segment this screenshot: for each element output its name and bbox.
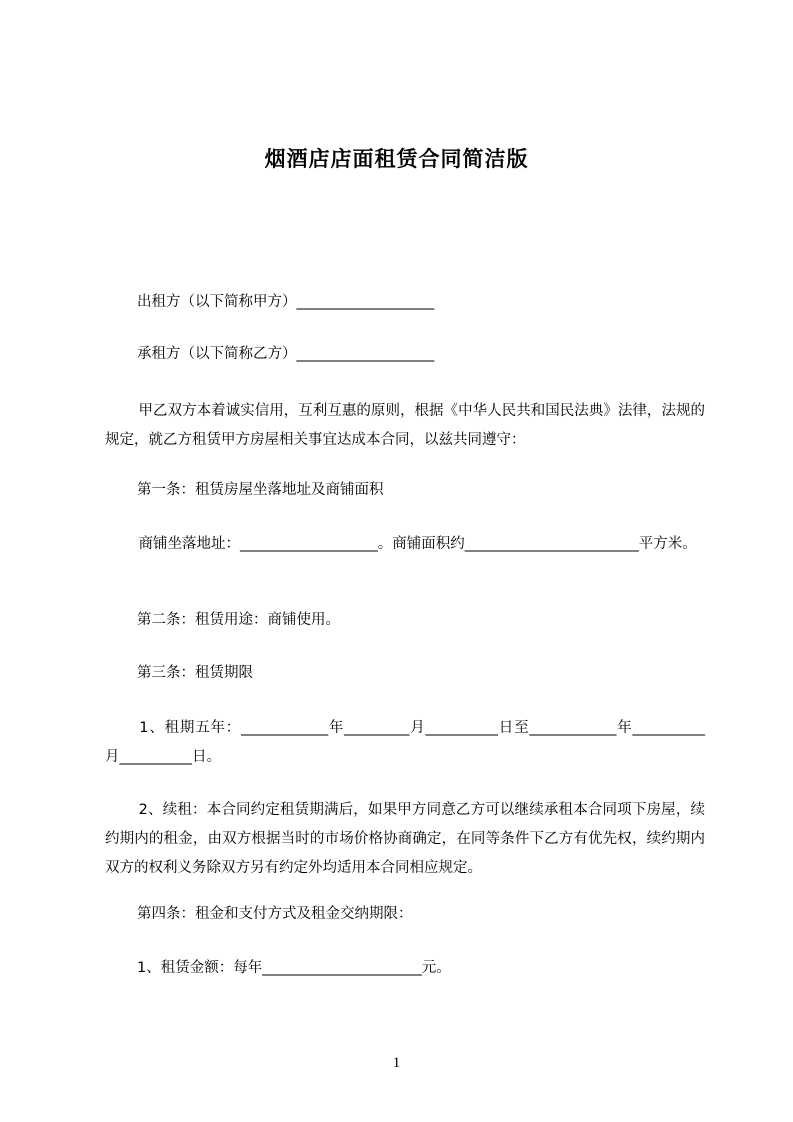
article2-paragraph: 第二条：租赁用途：商铺使用。	[137, 612, 340, 628]
article3-item2: 2、续租：本合同约定租赁期满后，如果甲方同意乙方可以继续承租本合同项下房屋，续约期内的租金，由双方根据当时的市场价格协商确定，在同等条件下乙方有优先权，续约期内双方的权利义务除双方另有约定外均适用本合同相应规定。	[105, 802, 705, 876]
page-number: 1	[392, 1055, 401, 1071]
article4-item1: 1、租赁金额：每年______________________元。	[137, 960, 451, 976]
document-title: 烟酒店店面租赁合同简洁版	[264, 147, 529, 171]
lessee-line: 承租方（以下简称乙方）___________________	[137, 346, 435, 362]
article4-heading: 第四条：租金和支付方式及租金交纳期限：	[137, 906, 413, 922]
article3-heading: 第三条：租赁期限	[137, 665, 253, 681]
preamble-paragraph: 甲乙双方本着诚实信用，互利互惠的原则，根据《中华人民共和国民法典》法律，法规的规定，就乙方租赁甲方房屋相关事宜达成本合同，以兹共同遵守：	[105, 403, 705, 448]
article1-heading: 第一条：租赁房屋坐落地址及商铺面积	[137, 482, 384, 498]
article1-body: 商铺坐落地址：___________________。商铺面积约________________________平方米。	[124, 536, 697, 552]
article3-item1: 1、租期五年：____________年_________月__________日至____________年__________月__________日。	[105, 720, 705, 765]
lessor-line: 出租方（以下简称甲方）___________________	[137, 294, 435, 310]
